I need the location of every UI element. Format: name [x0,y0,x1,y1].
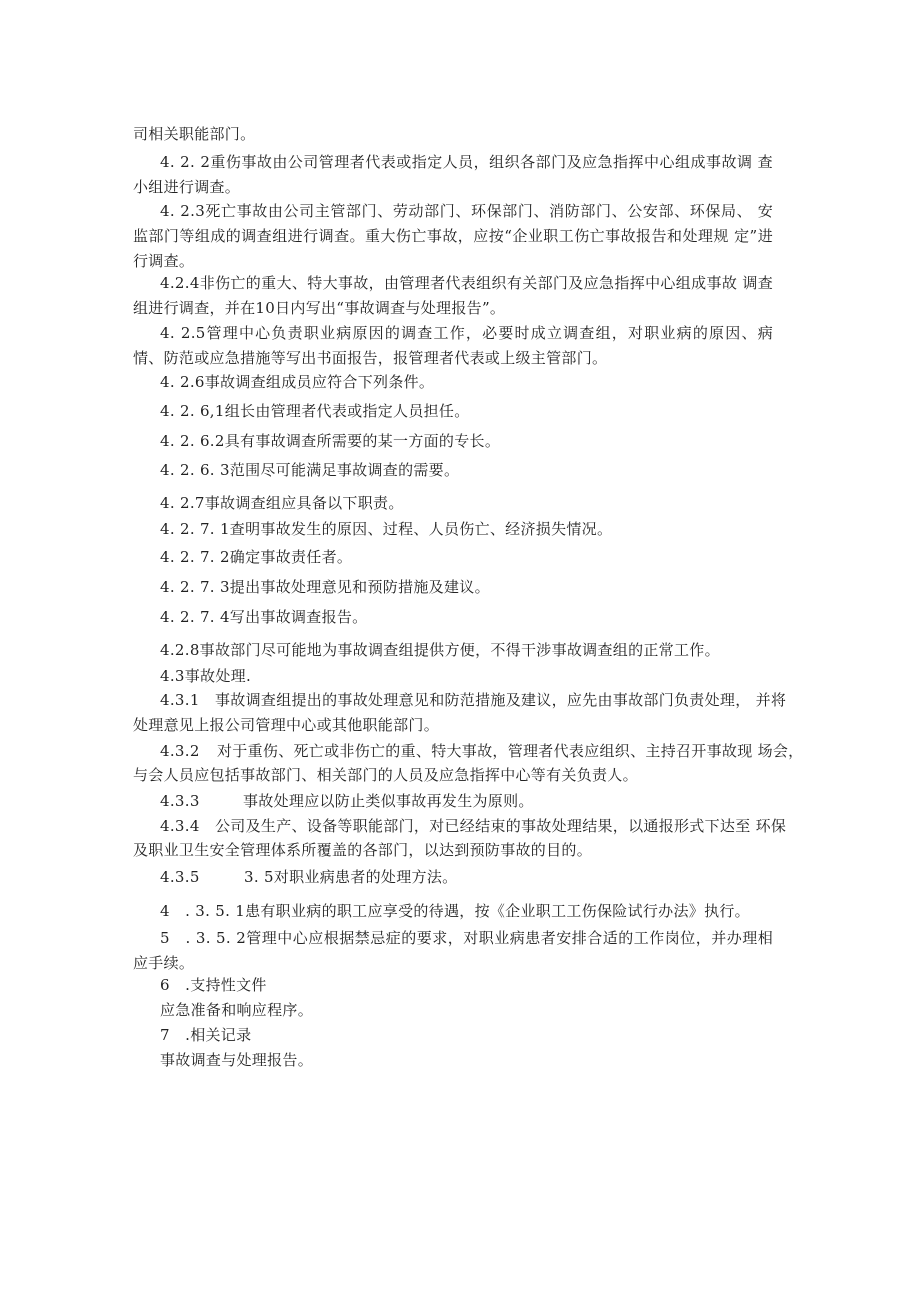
para-4-3-1-continued: 处理意见上报公司管理中心或其他职能部门。 [133,716,440,734]
para-4-3-1 [160,690,786,710]
para-4-2-4: 4.2.4非伤亡的重大、特大事故，由管理者代表组织有关部门及应急指挥中心组成事故 调查组进行调查，并在10日内写出“事故调查与处理报告”。 [133,274,773,317]
para-4-3-3 [160,791,534,811]
para-4-2-6: 4. 2.6事故调查组成员应符合下列条件。 [160,373,435,391]
para-4-2-6-3: 4. 2. 6. 3范围尽可能满足事故调查的需要。 [160,461,460,479]
para-4-3-5-text: 3. 5对职业病患者的处理方法。 [244,868,458,886]
para-4-3-3-number: 4.3.3 [160,792,200,810]
section-6-body: 应急准备和响应程序。 [160,1001,314,1019]
para-4-2-7-3: 4. 2. 7. 3提出事故处理意见和预防措施及建议。 [160,578,490,596]
para-4-2-6-1: 4. 2. 6,1组长由管理者代表或指定人员担任。 [160,402,470,420]
para-4-3-2-number: 4.3.2 [160,742,200,760]
section-7-heading: 7 .相关记录 [160,1026,252,1044]
section-7-body: 事故调查与处理报告。 [160,1051,314,1069]
para-4-3-2-continued: 与会人员应包括事故部门、相关部门的人员及应急指挥中心等有关负责人。 [133,766,638,784]
para-4-2-7: 4. 2.7事故调查组应具备以下职责。 [160,494,404,512]
para-4-3-5-1: 4 . 3. 5. 1患有职业病的职工应享受的待遇，按《企业职工工伤保险试行办法》执行。 [160,902,750,920]
para-4-3-5-2: 5 . 3. 5. 2管理中心应根据禁忌症的要求，对职业病患者安排合适的工作岗位，并办理相 应手续。 [133,929,773,972]
para-4-3-4-text: 公司及生产、设备等职能部门，对已经结束的事故处理结果，以通报形式下达至 环保 [215,817,787,835]
para-4-2-3: 4. 2.3死亡事故由公司主管部门、劳动部门、环保部门、消防部门、公安部、环保局、 安监部门等组成的调查组进行调查。重大伤亡事故，应按“企业职工伤亡事故报告和处理规 定”进行调查。 [133,202,773,270]
para-4-3-1-text: 事故调查组提出的事故处理意见和防范措施及建议，应先由事故部门负责处理， 并将 [215,691,787,709]
section-6-heading: 6 .支持性文件 [160,976,267,994]
para-4-3-2-text: 对于重伤、死亡或非伤亡的重、特大事故，管理者代表应组织、主持召开事故现 场会， [217,742,804,760]
para-4-2-8: 4.2.8事故部门尽可能地为事故调查组提供方便，不得干涉事故调查组的正常工作。 [160,641,720,659]
para-4-3-1-number: 4.3.1 [160,691,200,709]
para-4-2-6-2: 4. 2. 6.2具有事故调查所需要的某一方面的专长。 [160,432,501,450]
para-4-3-5-number: 4.3.5 [160,868,200,886]
section-4-3-heading: 4.3事故处理. [160,667,252,685]
para-4-3-2 [160,741,803,761]
para-4-2-5: 4. 2.5管理中心负责职业病原因的调查工作，必要时成立调查组，对职业病的原因、病 情、防范或应急措施等写出书面报告，报管理者代表或上级主管部门。 [133,324,773,367]
intro-line: 司相关职能部门。 [133,125,256,143]
para-4-2-2: 4. 2. 2重伤事故由公司管理者代表或指定人员，组织各部门及应急指挥中心组成事故调 查小组进行调查。 [133,153,773,196]
para-4-3-4 [160,816,786,836]
para-4-2-7-1: 4. 2. 7. 1查明事故发生的原因、过程、人员伤亡、经济损失情况。 [160,520,613,538]
para-4-3-4-continued: 及职业卫生安全管理体系所覆盖的各部门，以达到预防事故的目的。 [133,841,593,859]
para-4-3-5 [160,867,457,887]
para-4-2-7-2: 4. 2. 7. 2确定事故责任者。 [160,548,353,566]
para-4-3-3-text: 事故处理应以防止类似事故再发生为原则。 [243,792,534,810]
para-4-2-7-4: 4. 2. 7. 4写出事故调查报告。 [160,608,368,626]
para-4-3-4-number: 4.3.4 [160,817,200,835]
